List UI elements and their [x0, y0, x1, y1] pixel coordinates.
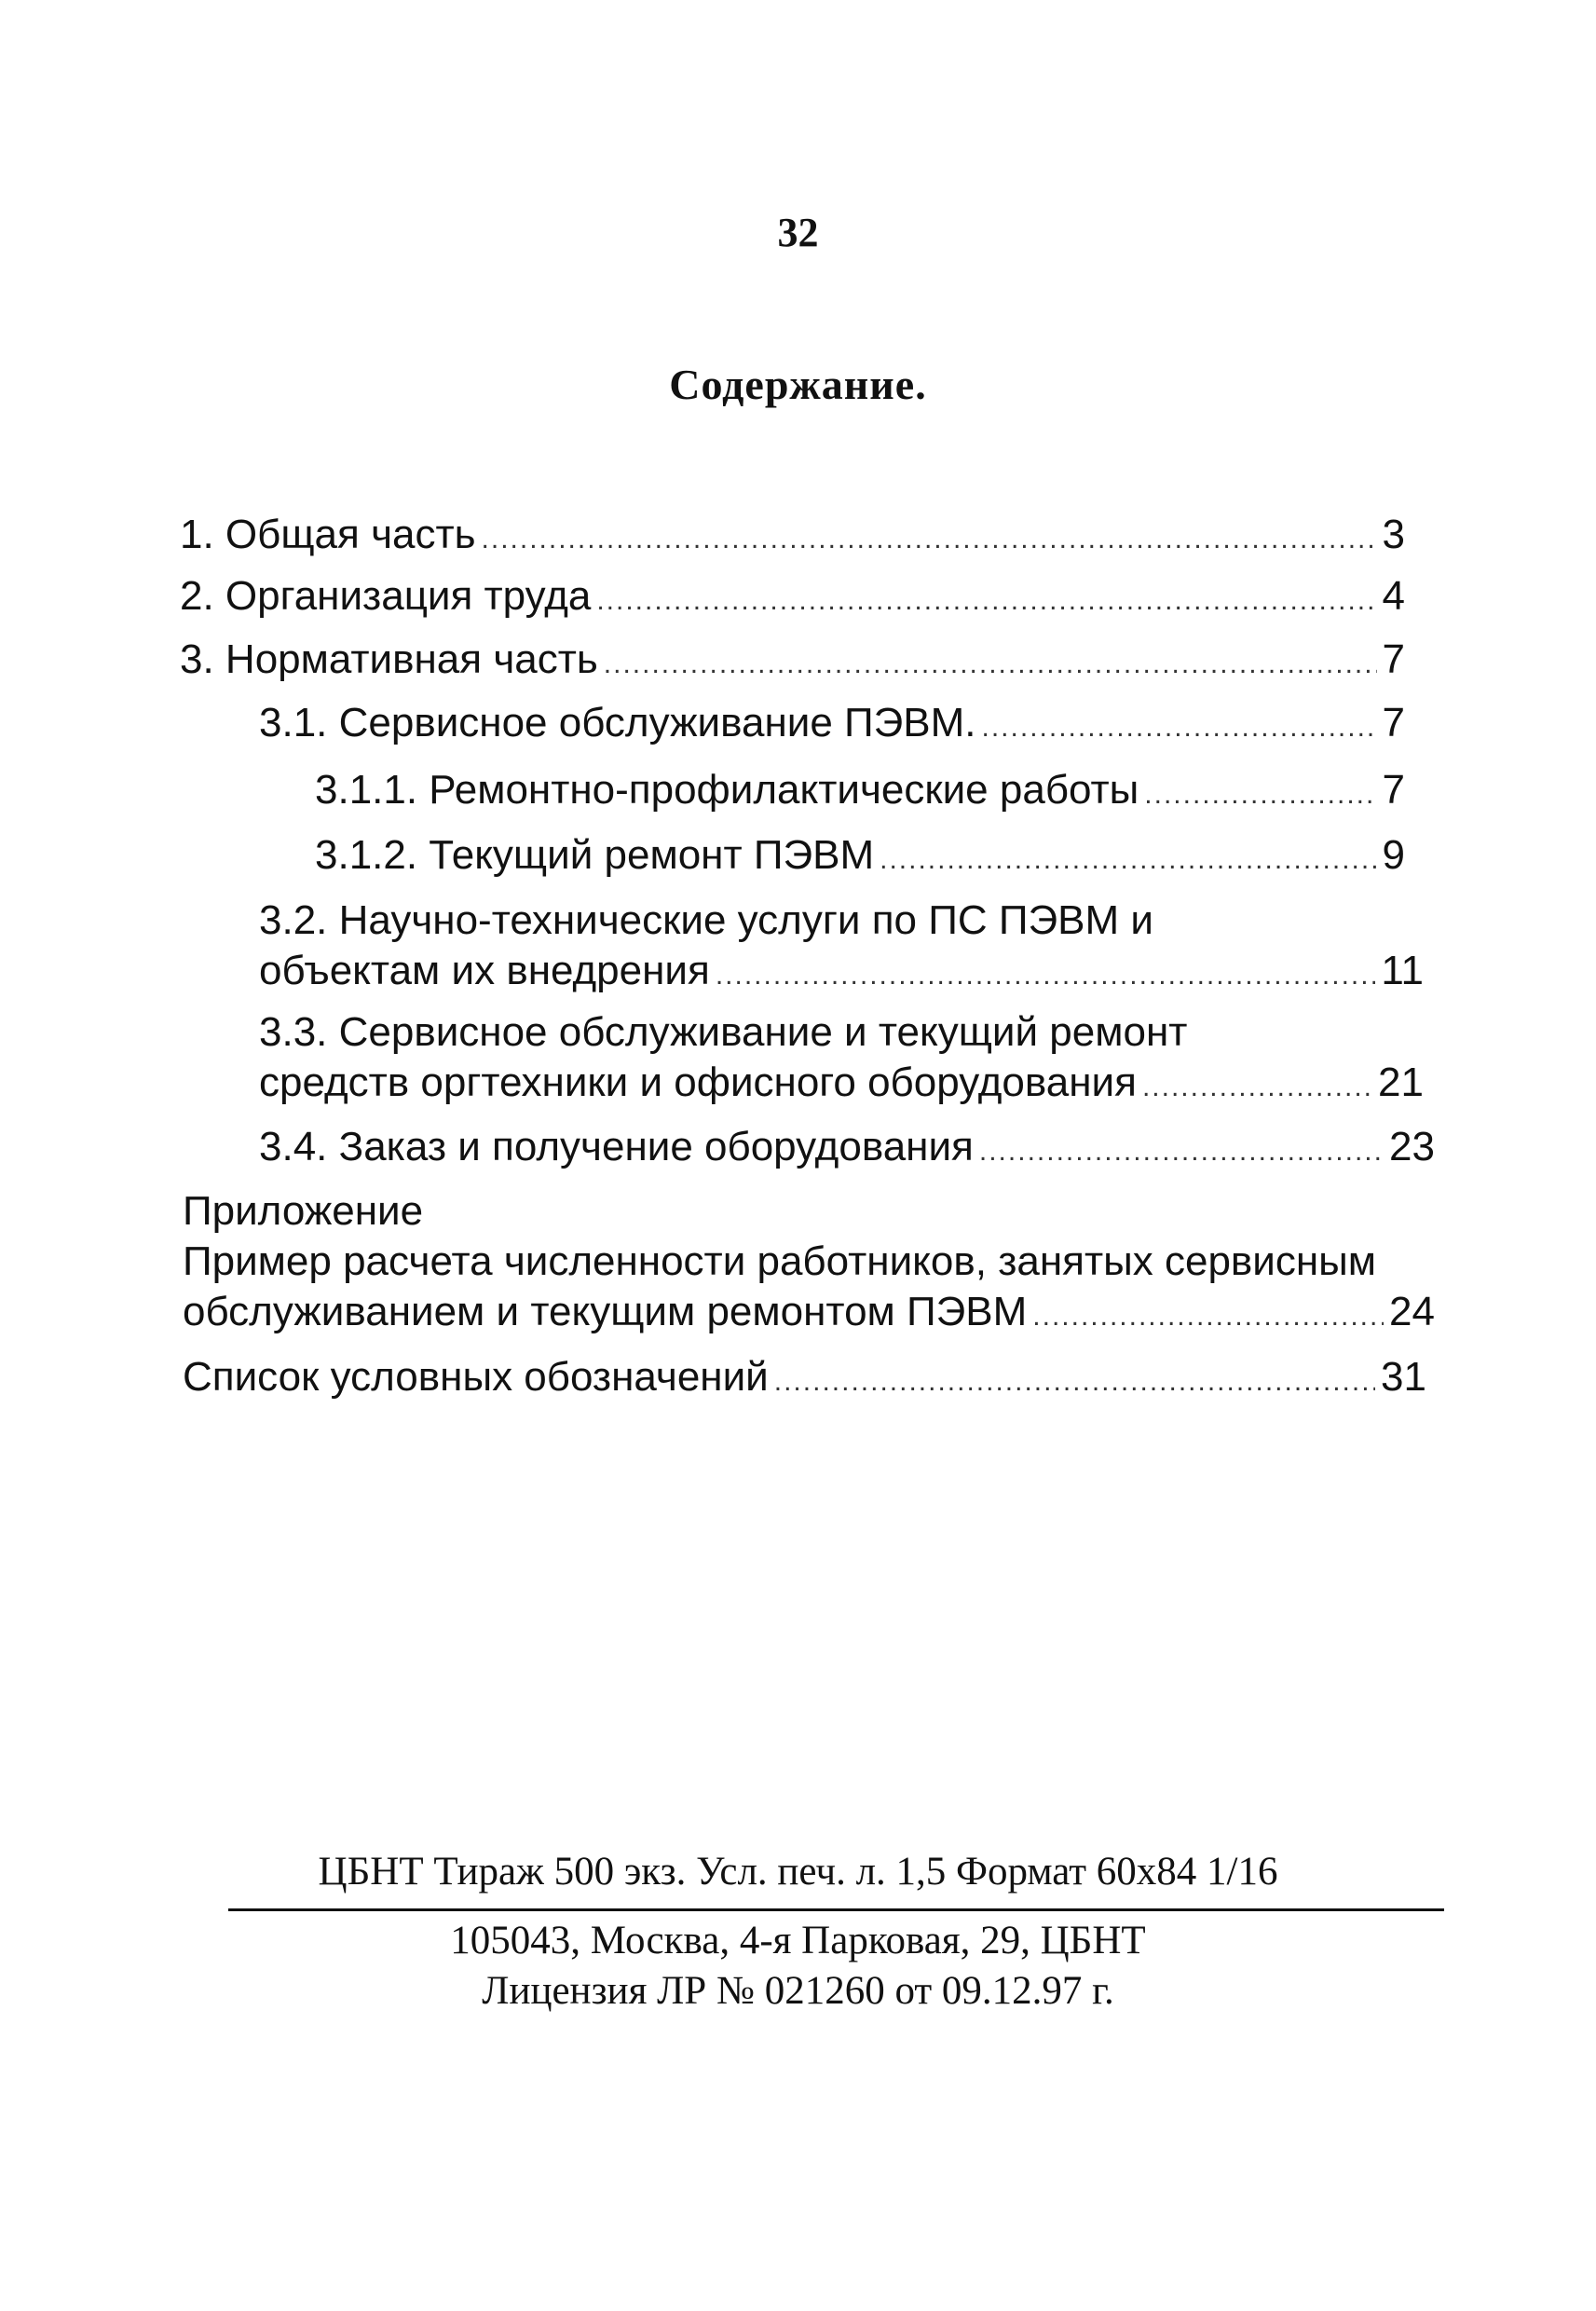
- toc-entry-title-line3: обслуживанием и текущим ремонтом ПЭВМ: [183, 1289, 1028, 1334]
- toc-entry[interactable]: [259, 1123, 1435, 1176]
- toc-entry-title-line2: средств оргтехники и офисного оборудования: [259, 1060, 1137, 1105]
- toc-entry[interactable]: [315, 831, 1405, 884]
- appendix-heading: Приложение: [183, 1188, 424, 1234]
- toc-entry-title: 3.4. Заказ и получение оборудования: [259, 1124, 974, 1169]
- dot-leader: [979, 1128, 1384, 1176]
- imprint-divider: [228, 1908, 1444, 1911]
- toc-entry-page: 7: [1382, 700, 1405, 745]
- toc-entry-title: 1. Общая часть: [180, 512, 476, 557]
- imprint-address: 105043, Москва, 4-я Парковая, 29, ЦБНТ: [450, 1919, 1146, 1962]
- toc-entry[interactable]: [315, 766, 1405, 819]
- toc-entry-title-line2: Пример расчета численности работников, занятых сервисным: [183, 1238, 1377, 1284]
- toc-entry[interactable]: [259, 699, 1405, 752]
- toc-entry-page: 21: [1378, 1060, 1424, 1105]
- toc-entry[interactable]: [180, 636, 1405, 689]
- dot-leader: [1142, 1063, 1372, 1112]
- dot-leader: [1032, 1292, 1384, 1341]
- toc-entry-title: 3.1.1. Ремонтно-профилактические работы: [315, 767, 1139, 813]
- imprint-line: ЦБНТ Тираж 500 экз. Усл. печ. л. 1,5 Формат 60х84 1/16: [318, 1850, 1278, 1894]
- toc-entry-page: 9: [1382, 832, 1405, 878]
- toc-entry-page: 3: [1382, 512, 1405, 557]
- dot-leader: [1144, 771, 1376, 819]
- toc-entry-page: 23: [1389, 1124, 1435, 1169]
- toc-title: Содержание.: [669, 361, 927, 408]
- toc-entry-title-line2: объектам их внедрения: [259, 948, 710, 993]
- toc-entry[interactable]: [180, 572, 1405, 625]
- dot-leader: [774, 1358, 1375, 1406]
- toc-entry[interactable]: [183, 1288, 1435, 1341]
- toc-entry-page: 7: [1382, 767, 1405, 813]
- toc-entry-page: 31: [1381, 1354, 1426, 1400]
- dot-leader: [604, 640, 1377, 689]
- imprint-license: Лицензия ЛР № 021260 от 09.12.97 г.: [482, 1969, 1114, 2013]
- toc-entry-title: 2. Организация труда: [180, 573, 592, 619]
- page-number: 32: [777, 210, 819, 255]
- toc-entry-title-line1: 3.2. Научно-технические услуги по ПС ПЭВМ и: [259, 897, 1153, 943]
- toc-entry-page: 7: [1382, 636, 1405, 682]
- dot-leader: [716, 951, 1375, 1000]
- toc-entry-title: 3. Нормативная часть: [180, 636, 598, 682]
- dot-leader: [982, 704, 1377, 752]
- toc-entry-title: 3.1.2. Текущий ремонт ПЭВМ: [315, 832, 875, 878]
- toc-entry[interactable]: [259, 1059, 1424, 1112]
- dot-leader: [482, 515, 1377, 564]
- toc-entry-page: 11: [1381, 948, 1424, 993]
- toc-entry[interactable]: [259, 947, 1424, 1000]
- dot-leader: [596, 577, 1376, 625]
- toc-entry-title-line1: 3.3. Сервисное обслуживание и текущий ремонт: [259, 1009, 1188, 1055]
- toc-entry-title: 3.1. Сервисное обслуживание ПЭВМ.: [259, 700, 976, 745]
- toc-entry-page: 24: [1389, 1289, 1435, 1334]
- toc-entry-page: 4: [1382, 573, 1405, 619]
- toc-entry[interactable]: [180, 511, 1405, 564]
- toc-entry[interactable]: [183, 1353, 1426, 1406]
- toc-entry-title: Список условных обозначений: [183, 1354, 769, 1400]
- dot-leader: [880, 836, 1376, 884]
